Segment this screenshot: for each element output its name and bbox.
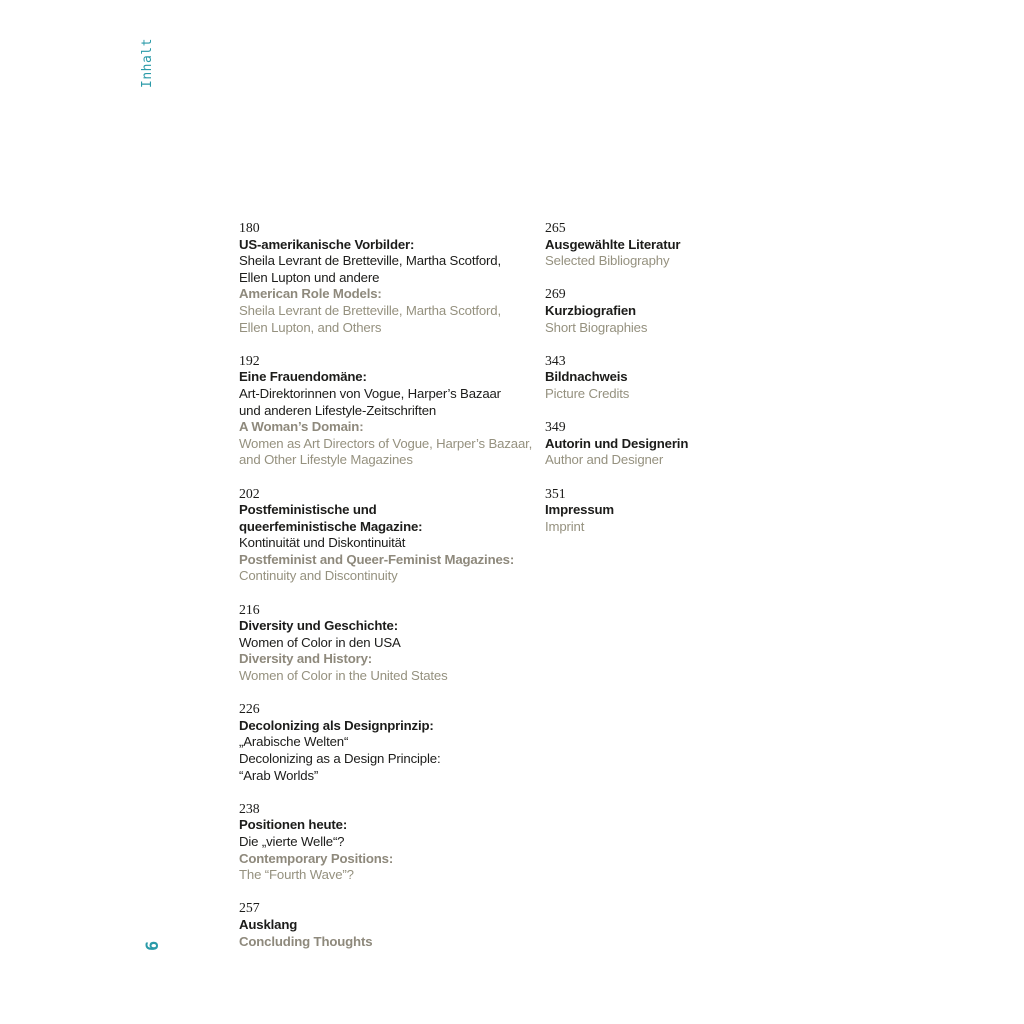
toc-line: Imprint (545, 518, 585, 534)
toc-entry (239, 602, 539, 685)
toc-page-number: 226 (239, 701, 260, 717)
toc-line: Kontinuität und Diskontinuität (239, 535, 406, 551)
toc-entry (545, 286, 795, 336)
toc-entry (545, 353, 795, 403)
toc-line: „Arabische Welten“ (239, 734, 349, 750)
toc-line: US-amerikanische Vorbilder: (239, 236, 415, 252)
toc-entry (239, 900, 539, 950)
toc-line: Die „vierte Welle“? (239, 833, 345, 849)
toc-right-column (545, 220, 795, 552)
toc-line: Bildnachweis (545, 369, 628, 385)
toc-entry (239, 353, 539, 469)
toc-line: Impressum (545, 502, 615, 518)
toc-line: Diversity and History: (239, 651, 373, 667)
toc-page-number: 192 (239, 352, 260, 368)
toc-page-number: 351 (545, 485, 566, 501)
toc-line: Ausklang (239, 916, 298, 932)
toc-line: Ellen Lupton, and Others (239, 319, 382, 335)
toc-line: und anderen Lifestyle-Zeitschriften (239, 402, 437, 418)
toc-line: Postfeministische und (239, 502, 377, 518)
toc-line: Positionen heute: (239, 817, 348, 833)
toc-line: queerfeministische Magazine: (239, 518, 423, 534)
toc-line: “Arab Worlds” (239, 767, 319, 783)
toc-line: Eine Frauendomäne: (239, 369, 367, 385)
toc-page-number: 257 (239, 900, 260, 916)
toc-line: Author and Designer (545, 452, 664, 468)
toc-line: Decolonizing as a Design Principle: (239, 751, 441, 766)
toc-line: Ellen Lupton und andere (239, 269, 380, 285)
toc-entry (239, 486, 539, 586)
folio-page-number: 6 (143, 940, 163, 951)
toc-line: Selected Bibliography (545, 253, 670, 269)
toc-line: Sheila Levrant de Bretteville, Martha Scotford, (239, 302, 501, 318)
toc-line: A Woman’s Domain: (239, 419, 364, 435)
toc-entry (545, 486, 795, 536)
toc-line: Sheila Levrant de Bretteville, Martha Scotford, (239, 253, 501, 269)
toc-page-number: 349 (545, 419, 566, 435)
toc-line: Art-Direktorinnen von Vogue, Harper’s Bazaar (239, 385, 501, 401)
toc-page-number: 265 (545, 220, 566, 235)
toc-line: Ausgewählte Literatur (545, 236, 681, 252)
toc-line: The “Fourth Wave”? (239, 867, 354, 883)
toc-entry (545, 419, 795, 469)
toc-line: Postfeminist and Queer-Feminist Magazines: (239, 551, 515, 567)
toc-page-number: 269 (545, 286, 566, 302)
toc-line: Contemporary Positions: (239, 850, 394, 866)
toc-line: Picture Credits (545, 385, 630, 401)
toc-entry (239, 220, 539, 336)
toc-line: and Other Lifestyle Magazines (239, 452, 413, 468)
toc-page-number: 180 (239, 220, 260, 235)
toc-line: Women as Art Directors of Vogue, Harper’s Bazaar, (239, 435, 533, 451)
toc-entry (239, 801, 539, 884)
toc-page-number: 343 (545, 352, 566, 368)
toc-line: Autorin und Designerin (545, 435, 689, 451)
toc-page-number: 216 (239, 601, 260, 617)
toc-left-column (239, 220, 539, 967)
toc-line: Women of Color in den USA (239, 634, 401, 650)
toc-line: Women of Color in the United States (239, 668, 448, 684)
toc-line: American Role Models: (239, 286, 382, 302)
toc-line: Continuity and Discontinuity (239, 568, 398, 584)
toc-entry (239, 701, 539, 784)
toc-line: Decolonizing als Designprinzip: (239, 717, 434, 733)
toc-line: Kurzbiografien (545, 302, 636, 318)
contents-vertical-label: Inhalt (140, 38, 155, 88)
toc-line: Short Biographies (545, 319, 648, 335)
toc-line: Concluding Thoughts (239, 933, 373, 949)
toc-entry (545, 220, 795, 270)
toc-line: Diversity und Geschichte: (239, 618, 398, 634)
toc-page-number: 238 (239, 800, 260, 816)
toc-page-number: 202 (239, 485, 260, 501)
